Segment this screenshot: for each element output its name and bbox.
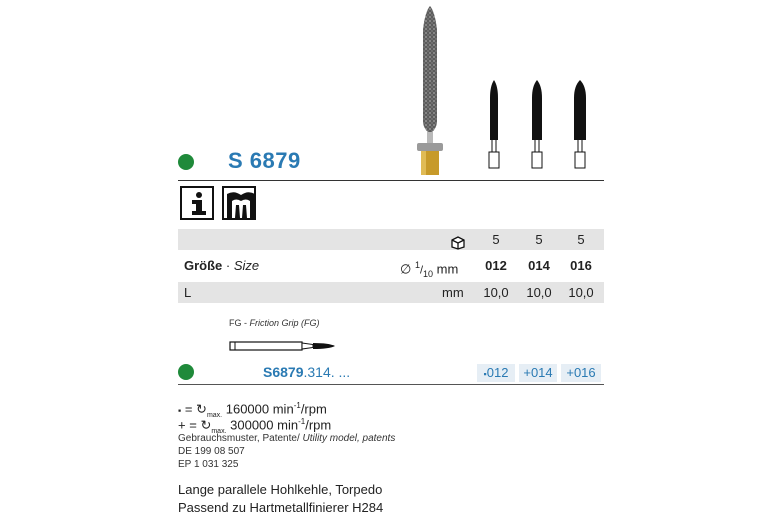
order-size-016: +016 xyxy=(561,364,601,382)
bur-size-012-silhouette xyxy=(484,78,504,170)
info-icon xyxy=(180,186,214,220)
length-016: 10,0 xyxy=(568,285,594,300)
description-line-1: Lange parallele Hohlkehle, Torpedo xyxy=(178,482,383,497)
order-divider xyxy=(178,384,604,385)
diamond-bur-illustration xyxy=(405,0,455,175)
description-line-2: Passend zu Hartmetallfinierer H284 xyxy=(178,500,384,515)
patent-de: DE 199 08 507 xyxy=(178,446,245,457)
rotation-icon: ↻ xyxy=(196,401,207,417)
length-014: 10,0 xyxy=(526,285,552,300)
length-unit: mm xyxy=(442,285,464,300)
package-icon xyxy=(450,232,466,253)
pack-qty-012: 5 xyxy=(492,232,500,247)
patent-label: Gebrauchsmuster, Patente/ Utility model, patents xyxy=(178,433,396,444)
size-row xyxy=(178,255,604,279)
order-size-014: +014 xyxy=(519,364,557,382)
shank-type-label: FG - Friction Grip (FG) xyxy=(229,318,320,328)
size-label: Größe · Size xyxy=(184,258,260,273)
bur-size-016-silhouette xyxy=(570,78,590,170)
pack-qty-016: 5 xyxy=(577,232,585,247)
rotation-icon: ↻ xyxy=(200,417,212,433)
length-row xyxy=(178,282,604,303)
patent-ep: EP 1 031 325 xyxy=(178,459,239,470)
product-code: S 6879 xyxy=(228,148,301,173)
bur-size-014-silhouette xyxy=(527,78,547,170)
speed-line-plus: + = $↻_{max.}$ 300000 $\min^{-1}$/rpm xyxy=(178,417,332,435)
size-unit: ∅ $^1/_{10}$ mm xyxy=(400,260,459,279)
order-size-012: ▪012 xyxy=(477,364,515,382)
pack-qty-014: 5 xyxy=(535,232,543,247)
size-016: 016 xyxy=(570,258,592,273)
friction-grip-shank-illustration xyxy=(229,338,339,354)
header-divider xyxy=(178,180,604,181)
order-number: S6879.314. ... xyxy=(263,364,351,380)
packaging-row xyxy=(178,229,604,250)
length-012: 10,0 xyxy=(483,285,509,300)
tooth-preparation-icon xyxy=(222,186,256,220)
length-label: L xyxy=(184,285,192,300)
order-grit-indicator-green xyxy=(178,364,194,380)
size-012: 012 xyxy=(485,258,507,273)
grit-indicator-green xyxy=(178,154,194,170)
size-014: 014 xyxy=(528,258,550,273)
speed-line-fg: ▪ = $↻_{max.}$ 160000 $\min^{-1}$/rpm xyxy=(178,401,327,419)
